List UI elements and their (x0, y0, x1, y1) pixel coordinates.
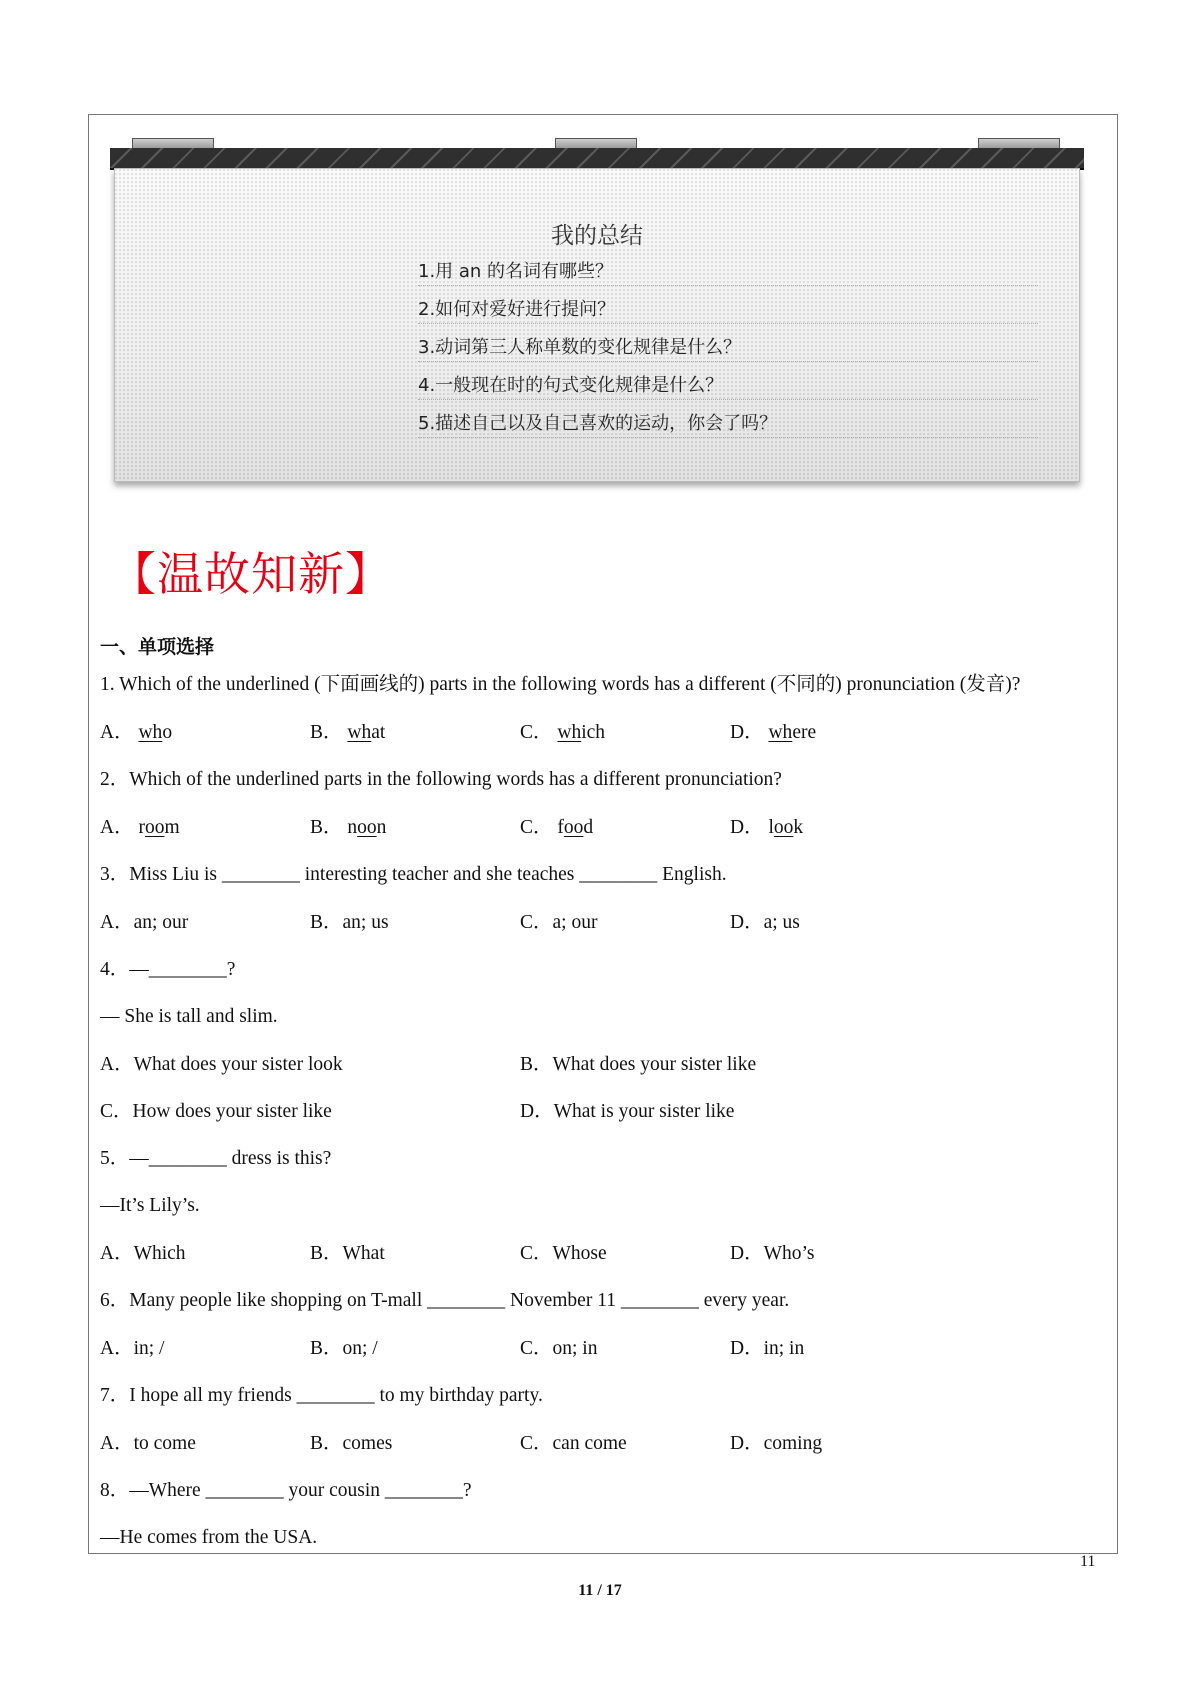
q2-option-c: C． food (520, 817, 594, 838)
q3-option-d: D．a; us (730, 912, 800, 933)
question-5-stem: 5．—________ dress is this? (100, 1148, 332, 1169)
question-4-stem: 4．—________? (100, 959, 236, 980)
question-7-stem: 7．I hope all my friends ________ to my birthday party. (100, 1385, 543, 1406)
question-8-answer: —He comes from the USA. (100, 1527, 318, 1548)
summary-title: 我的总结 (551, 223, 643, 249)
q3-option-a: A．an; our (100, 912, 189, 933)
q2-option-b: B． noon (310, 817, 387, 838)
page-footer: 11 / 17 (578, 1582, 622, 1599)
board-header-bar (110, 148, 1084, 170)
q5-option-c: C．Whose (520, 1243, 607, 1264)
q7-option-b: B．comes (310, 1433, 393, 1454)
board-paper (114, 168, 1080, 482)
q4-option-b: B．What does your sister like (520, 1054, 757, 1075)
summary-question: 1.用 an 的名词有哪些？ (418, 259, 1038, 286)
q2-option-a: A． room (100, 817, 180, 838)
review-heading: 【温故知新】 (110, 547, 392, 601)
q5-option-b: B．What (310, 1243, 385, 1264)
summary-board (110, 138, 1084, 488)
q1-option-d: D． where (730, 722, 817, 743)
summary-question: 3.动词第三人称单数的变化规律是什么？ (418, 335, 1038, 362)
question-6-stem: 6．Many people like shopping on T-mall ________ November 11 ________ every year. (100, 1290, 790, 1311)
q4-option-c: C．How does your sister like (100, 1101, 332, 1122)
q6-option-c: C．on; in (520, 1338, 598, 1359)
q5-option-d: D．Who’s (730, 1243, 815, 1264)
question-4-answer: — She is tall and slim. (100, 1006, 278, 1027)
question-8-stem: 8．—Where ________ your cousin ________? (100, 1480, 472, 1501)
q4-option-d: D．What is your sister like (520, 1101, 735, 1122)
q7-option-c: C．can come (520, 1433, 627, 1454)
q4-option-a: A．What does your sister look (100, 1054, 343, 1075)
question-3-stem: 3．Miss Liu is ________ interesting teacher and she teaches ________ English. (100, 864, 727, 885)
q7-option-a: A．to come (100, 1433, 196, 1454)
q5-option-a: A．Which (100, 1243, 186, 1264)
q3-option-b: B．an; us (310, 912, 389, 933)
question-1-stem: 1. Which of the underlined (下面画线的) parts in the following words has a different (不同的) pronunciation (发音)? (100, 674, 1021, 695)
q6-option-b: B．on; / (310, 1338, 378, 1359)
q1-option-c: C． which (520, 722, 606, 743)
section-title: 一、单项选择 (100, 636, 215, 658)
page-number: 11 (1080, 1553, 1096, 1570)
summary-question: 4.一般现在时的句式变化规律是什么？ (418, 373, 1038, 400)
question-5-answer: —It’s Lily’s. (100, 1195, 200, 1216)
q6-option-d: D．in; in (730, 1338, 805, 1359)
question-2-stem: 2．Which of the underlined parts in the following words has a different pronunciation? (100, 769, 782, 790)
q6-option-a: A．in; / (100, 1338, 165, 1359)
q2-option-d: D． look (730, 817, 804, 838)
summary-question: 5.描述自己以及自己喜欢的运动，你会了吗？ (418, 411, 1038, 438)
q7-option-d: D．coming (730, 1433, 823, 1454)
q1-option-a: A． who (100, 722, 173, 743)
summary-question: 2.如何对爱好进行提问？ (418, 297, 1038, 324)
q1-option-b: B． what (310, 722, 386, 743)
q3-option-c: C．a; our (520, 912, 598, 933)
